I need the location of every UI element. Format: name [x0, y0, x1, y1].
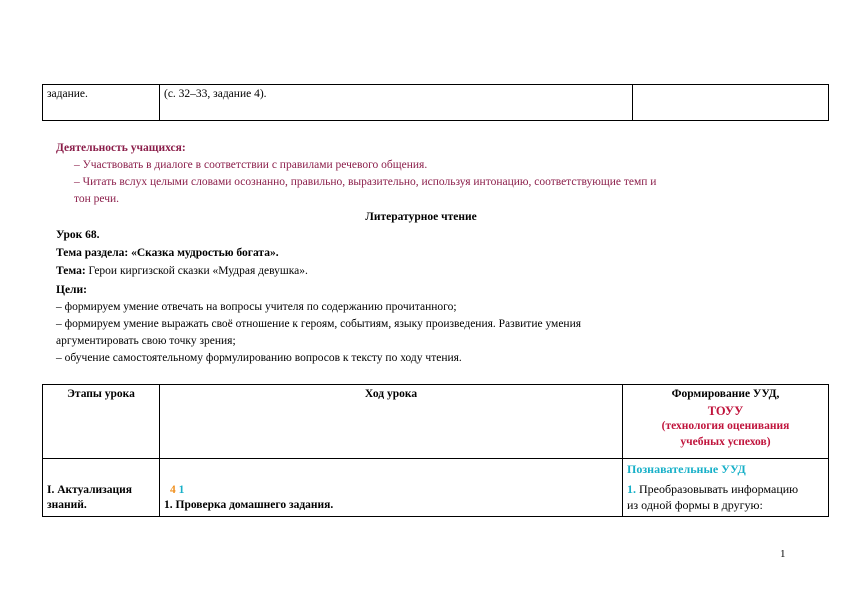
lesson-table [42, 384, 829, 517]
activity-heading: Деятельность учащихся: [56, 142, 186, 154]
row1-stage [43, 459, 160, 517]
top-table [42, 84, 829, 121]
header-uud [623, 385, 829, 459]
row1-progress-text: 1. Проверка домашнего задания. [164, 499, 334, 512]
header-progress [160, 385, 623, 459]
goal-1: – формируем умение отвечать на вопросы учителя по содержанию прочитанного; [56, 301, 457, 313]
header-progress-text: Ход урока [364, 388, 418, 400]
top-table-cell-1 [43, 85, 160, 121]
goal-2a: – формируем умение выражать своё отношение к героям, событиям, языку произведения. Развитие умения [56, 318, 582, 330]
activity-line-2b: тон речи. [74, 193, 120, 205]
topic-line [56, 264, 308, 280]
header-stages [43, 385, 160, 459]
header-stages-text: Этапы урока [67, 388, 135, 400]
row1-uud-text-2: из одной формы в другую: [627, 498, 763, 513]
table-header-row [43, 385, 829, 459]
goal-3: – обучение самостоятельному формулированию вопросов к тексту по ходу чтения. [56, 352, 462, 364]
activity-line-2a: – Читать вслух целыми словами осознанно, правильно, выразительно, используя интонацию, соответствующие темп и [74, 176, 657, 188]
top-cell-text-1: задание. [47, 88, 88, 100]
header-uud-line-3: (технология оценивания [661, 420, 790, 433]
header-uud-line-4: учебных успехов) [680, 435, 771, 448]
section-label: Тема раздела: [56, 247, 129, 259]
row1-uud-number: 1. [627, 482, 636, 497]
row1-progress [160, 459, 623, 517]
header-uud-line-2: ТОУУ [707, 403, 744, 418]
lesson-number: Урок 68. [56, 229, 100, 241]
subject-title: Литературное чтение [365, 211, 477, 223]
marker-orange: 4 [170, 483, 176, 496]
row1-markers [164, 483, 618, 499]
goal-2b: аргументировать свою точку зрения; [56, 335, 236, 347]
top-table-cell-2 [160, 85, 633, 121]
topic-label: Тема: [56, 265, 86, 277]
table-row [43, 459, 829, 517]
page-number: 1 [780, 548, 786, 560]
row1-uud [623, 459, 829, 517]
header-uud-line-1: Формирование УУД, [671, 388, 780, 400]
marker-cyan: 1 [178, 483, 185, 496]
row1-stage-line-2: знаний. [47, 499, 87, 512]
goals-label: Цели: [56, 284, 87, 296]
top-table-cell-3 [633, 85, 829, 121]
row1-uud-title: Познавательные УУД [627, 462, 746, 476]
section-line [56, 246, 279, 262]
row1-uud-text-1: Преобразовывать информацию [639, 482, 799, 497]
activity-line-1: – Участвовать в диалоге в соответствии с правилами речевого общения. [74, 159, 428, 171]
top-cell-text-2: (с. 32–33, задание 4). [164, 88, 267, 100]
row1-stage-line-1: I. Актуализация [47, 483, 133, 496]
row1-uud-line-1 [627, 481, 824, 497]
topic-value: Герои киргизской сказки «Мудрая девушка». [88, 265, 308, 277]
section-value: «Сказка мудростью богата». [131, 247, 279, 259]
